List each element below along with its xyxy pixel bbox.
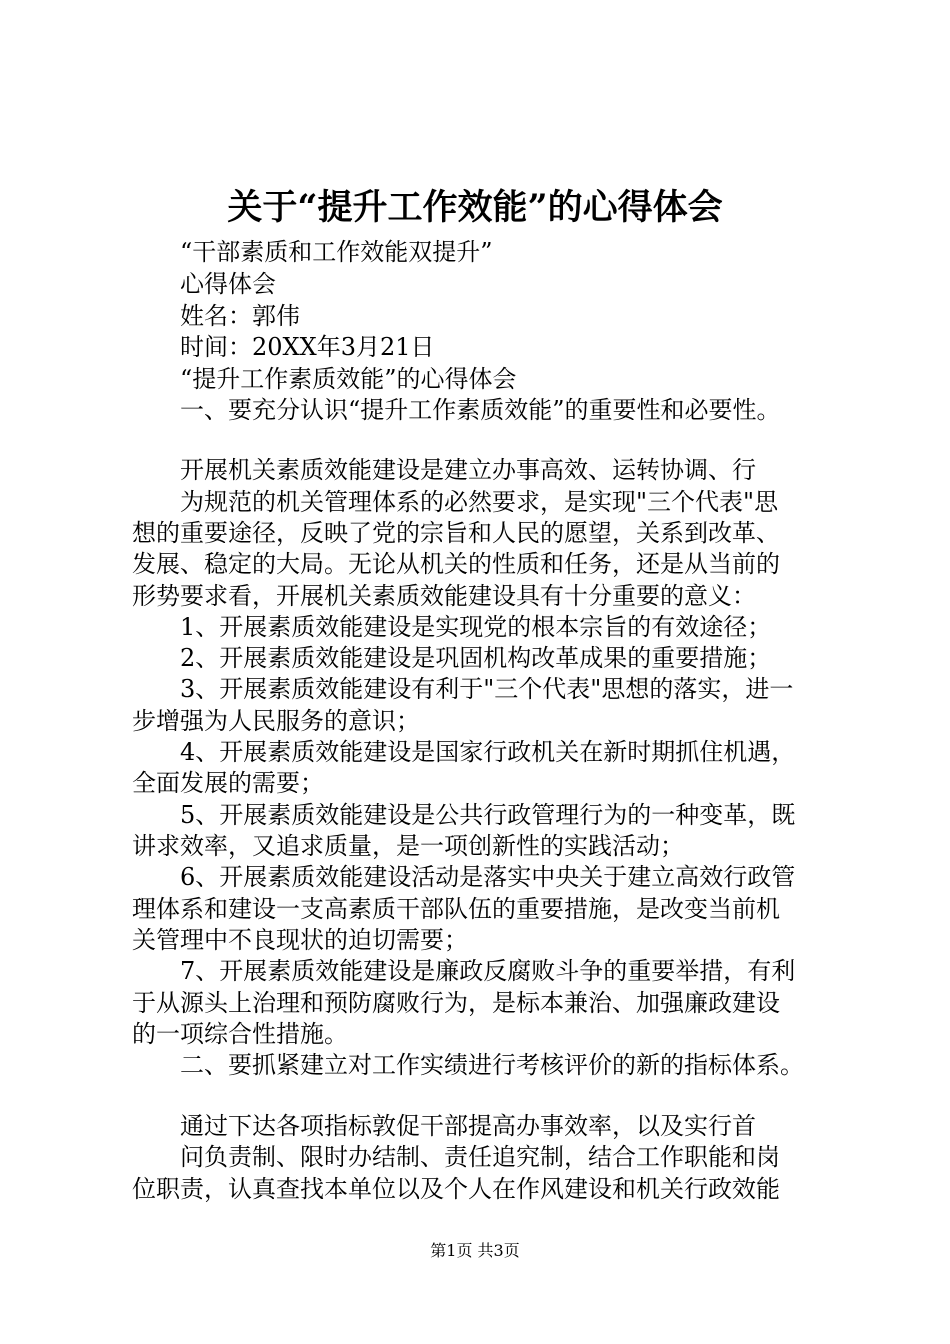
list-item: 6、开展素质效能建设活动是落实中央关于建立高效行政管 bbox=[180, 863, 796, 891]
list-item: 讲求效率，又追求质量，是一项创新性的实践活动； bbox=[132, 832, 684, 860]
paragraph-line: 问负责制、限时办结制、责任追究制，结合工作职能和岗 bbox=[180, 1143, 780, 1171]
paragraph-line: 发展、稳定的大局。无论从机关的性质和任务，还是从当前的 bbox=[132, 550, 780, 578]
list-item: 全面发展的需要； bbox=[132, 769, 324, 797]
header-line: “提升工作素质效能”的心得体会 bbox=[180, 365, 517, 393]
list-item: 理体系和建设一支高素质干部队伍的重要措施，是改变当前机 bbox=[132, 895, 780, 923]
paragraph-line: 想的重要途径，反映了党的宗旨和人民的愿望，关系到改革、 bbox=[132, 519, 780, 547]
header-line: “干部素质和工作效能双提升” bbox=[180, 238, 493, 266]
list-item: 2、开展素质效能建设是巩固机构改革成果的重要措施； bbox=[180, 644, 772, 672]
list-item: 4、开展素质效能建设是国家行政机关在新时期抓住机遇， bbox=[180, 738, 796, 766]
list-item: 步增强为人民服务的意识； bbox=[132, 707, 420, 735]
section-heading: 一、要充分认识“提升工作素质效能”的重要性和必要性。 bbox=[180, 396, 781, 424]
list-item: 7、开展素质效能建设是廉政反腐败斗争的重要举措，有利 bbox=[180, 957, 796, 985]
header-line: 时间：20XX年3月21日 bbox=[180, 333, 435, 361]
list-item: 1、开展素质效能建设是实现党的根本宗旨的有效途径； bbox=[180, 613, 772, 641]
list-item: 的一项综合性措施。 bbox=[132, 1020, 348, 1048]
list-item: 于从源头上治理和预防腐败行为，是标本兼治、加强廉政建设 bbox=[132, 989, 780, 1017]
header-line: 心得体会 bbox=[180, 270, 276, 298]
list-item: 5、开展素质效能建设是公共行政管理行为的一种变革，既 bbox=[180, 801, 796, 829]
paragraph-line: 为规范的机关管理体系的必然要求，是实现"三个代表"思 bbox=[180, 488, 779, 516]
page-footer: 第1页 共3页 bbox=[430, 1241, 520, 1260]
paragraph-line: 开展机关素质效能建设是建立办事高效、运转协调、行 bbox=[180, 456, 756, 484]
section-heading: 二、要抓紧建立对工作实绩进行考核评价的新的指标体系。 bbox=[180, 1051, 804, 1079]
paragraph-line: 位职责，认真查找本单位以及个人在作风建设和机关行政效能 bbox=[132, 1175, 780, 1203]
list-item: 3、开展素质效能建设有利于"三个代表"思想的落实，进一 bbox=[180, 675, 794, 703]
paragraph-line: 形势要求看，开展机关素质效能建设具有十分重要的意义： bbox=[132, 582, 756, 610]
document-title: 关于“提升工作效能”的心得体会 bbox=[227, 187, 723, 228]
list-item: 关管理中不良现状的迫切需要； bbox=[132, 926, 468, 954]
header-line: 姓名：郭伟 bbox=[180, 302, 300, 330]
paragraph-line: 通过下达各项指标敦促干部提高办事效率，以及实行首 bbox=[180, 1112, 756, 1140]
